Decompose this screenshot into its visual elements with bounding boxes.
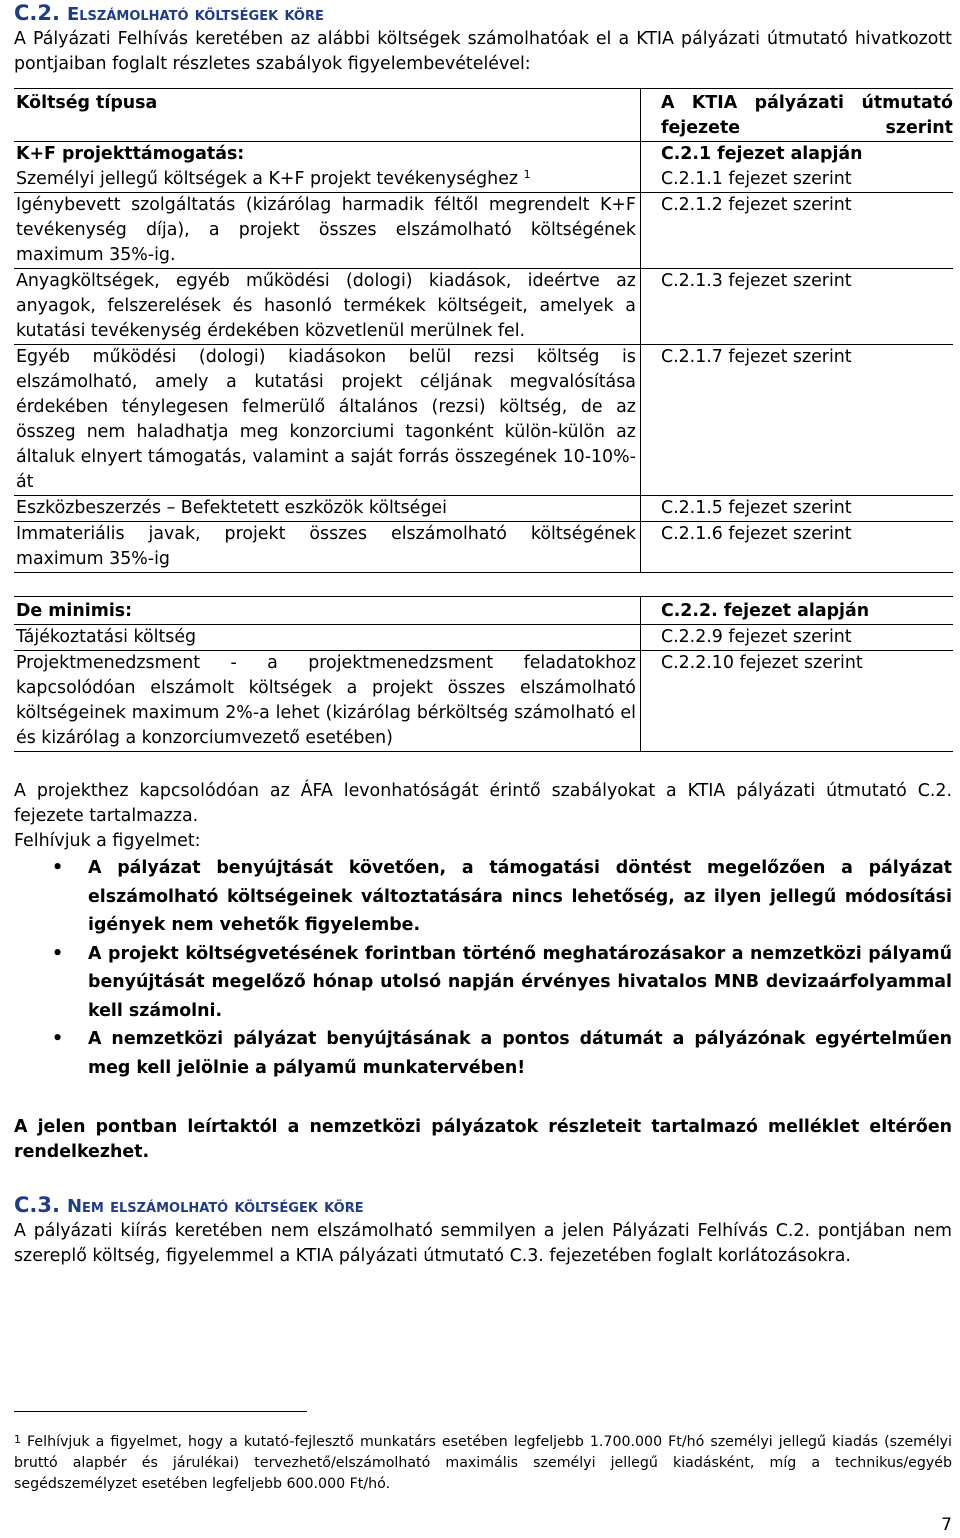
attention-list (14, 854, 952, 1082)
cost-cell: Eszközbeszerzés – Befektetett eszközök költségei (14, 496, 640, 522)
deminimis-group-label: De minimis: (14, 597, 640, 625)
page-number: 7 (941, 1515, 952, 1535)
ref-cell: C.2.1.2 fejezet szerint (640, 193, 953, 269)
bullet-icon: • (52, 1029, 64, 1049)
section-number: C.3. (14, 1193, 60, 1217)
attention-label: Felhívjuk a figyelmet: (14, 831, 201, 851)
list-item: • A pályázat benyújtását követően, a támogatási döntést megelőzően a pályázat elszámolható költségeinek változtatására nincs lehetőség, az ilyen jellegű módosítási igények nem vehetők figyelembe. (14, 854, 952, 940)
footnote-mark: 1 (14, 1433, 21, 1446)
document-page (14, 0, 953, 1492)
footnote-ref: 1 (523, 168, 531, 181)
section-c2-heading (14, 1, 952, 27)
cost-cell: Anyagköltségek, egyéb működési (dologi) kiadások, ideértve az anyagok, felszerelések és hasonló termékek költségeit, amelyek a kutatási tevékenység érdekében közvetlenül merülnek fel. (14, 269, 640, 345)
section-number: C.2. (14, 1, 60, 25)
list-item: • A nemzetközi pályázat benyújtásának a pontos dátumát a pályázónak egyértelműen meg kell jelölnie a pályamű munkatervében! (14, 1025, 952, 1082)
section-c3-heading (14, 1193, 952, 1219)
ref-cell: C.2.1.7 fejezet szerint (640, 345, 953, 496)
ref-cell: C.2.1.5 fejezet szerint (640, 496, 953, 522)
cost-cell: Egyéb működési (dologi) kiadásokon belül rezsi költség is elszámolható, amely a kutatási projekt céljának megvalósítása érdekében ténylegesen felmerülő általános (rezsi) költség, de az összeg nem haladhatja meg konzorciumi tagonként külön-külön az általuk elnyert támogatás, valamint a saját forrás összegének 10-10%-át (14, 345, 640, 496)
bold-note: A jelen pontban leírtaktól a nemzetközi pályázatok részleteit tartalmazó melléklet eltérően rendelkezhet. (14, 1117, 952, 1162)
header-guide-chapter: A KTIA pályázati útmutató fejezete szerint (640, 89, 953, 142)
section-title: Nem elszámolható költségek köre (66, 1196, 364, 1217)
ref-cell: C.2.1.6 fejezet szerint (640, 522, 953, 573)
cost-cell: Személyi jellegű költségek a K+F projekt tevékenységhez $^1$ (14, 167, 640, 193)
bullet-icon: • (52, 943, 64, 964)
section-c3-text: A pályázati kiírás keretében nem elszámolható semmilyen a jelen Pályázati Felhívás C.2. pontjában nem szereplő költség, figyelemmel a KTIA pályázati útmutató C.3. fejezetében foglalt korlátozásokra. (14, 1221, 952, 1266)
cost-cell: Igénybevett szolgáltatás (kizárólag harmadik féltől megrendelt K+F tevékenység díja), a projekt összes elszámolható költségének maximum 35%-ig. (14, 193, 640, 269)
kf-group-ref: C.2.1 fejezet alapján (660, 144, 863, 164)
deminimis-group-ref: C.2.2. fejezet alapján (640, 597, 953, 625)
section-title: Elszámolható költségek köre (66, 4, 324, 25)
cost-table (14, 88, 953, 752)
ref-cell: C.2.1.1 fejezet szerint (640, 167, 953, 193)
bullet-icon: • (52, 858, 64, 878)
ref-cell: C.2.2.10 fejezet szerint (640, 651, 953, 752)
ref-cell: C.2.1.3 fejezet szerint (640, 269, 953, 345)
cost-cell: Immateriális javak, projekt összes elszámolható költségének maximum 35%-ig (14, 522, 640, 573)
header-cost-type: Költség típusa (14, 89, 640, 142)
section-c2-intro: A Pályázati Felhívás keretében az alábbi költségek számolhatóak el a KTIA pályázati útmutató hivatkozott pontjaiban foglalt részletes szabályok figyelembevételével: (14, 29, 952, 74)
footnote-text: Felhívjuk a figyelmet, hogy a kutató-fejlesztő munkatárs esetében legfeljebb 1.700.000 Ft/hó személyi jellegű kiadás (személyi bruttó alapbér és járulékai) tervezhető/elszámolható maximális személyi jellegű kiadásként, míg a technikus/egyéb segédszemélyzet esetében legfeljebb 600.000 Ft/hó. (14, 1434, 952, 1492)
kf-group-label: K+F projekttámogatás: (14, 142, 640, 168)
list-item: • A projekt költségvetésének forintban történő meghatározásakor a nemzetközi pályamű benyújtását megelőző hónap utolsó napján érvényes hivatalos MNB devizaárfolyammal kell számolni. (14, 940, 952, 1026)
cost-cell: Tájékoztatási költség (14, 625, 640, 651)
vat-note: A projekthez kapcsolódóan az ÁFA levonhatóságát érintő szabályokat a KTIA pályázati útmutató C.2. fejezete tartalmazza. (14, 781, 952, 826)
footnote-separator (14, 1411, 307, 1412)
cost-cell: Projektmenedzsment - a projektmenedzsment feladatokhoz kapcsolódóan elszámolt költségek a projekt összes elszámolható költségeinek maximum 2%-a lehet (kizárólag bérköltség számolható el és kizárólag a konzorciumvezető esetében) (14, 651, 640, 752)
footnote (14, 1432, 952, 1495)
ref-cell: C.2.2.9 fejezet szerint (640, 625, 953, 651)
